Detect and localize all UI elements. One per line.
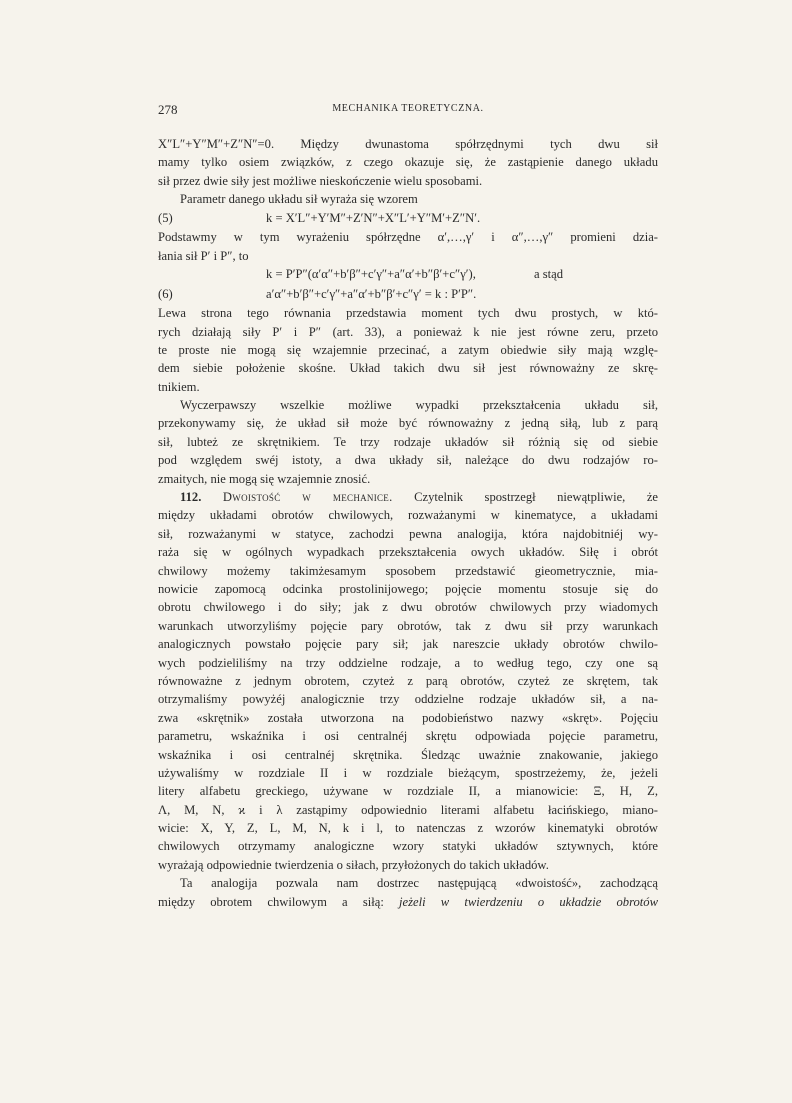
text-line: otrzymaliśmy powyżéj analogicznie trzy oddzielne rodzaje układów sił, a na- bbox=[158, 692, 658, 707]
equation-body: a′α″+b′β″+c′γ″+a″α′+b″β′+c″γ′ = k : P′P″. bbox=[266, 286, 477, 301]
text-line: Podstawmy w tym wyrażeniu spółrzędne α′,…,γ′ i α″,…,γ″ promieni dzia- bbox=[158, 230, 658, 245]
text-line: przekonywamy się, że układ sił może być równoważny z jedną siłą, lub z parą bbox=[158, 416, 658, 431]
text-line: równoważne z jednym obrotem, czyteż z parą obrotów, czyteż ze skrętem, tak bbox=[158, 673, 658, 688]
text-line: łania sił P′ i P″, to bbox=[158, 248, 249, 263]
equation-6 bbox=[158, 285, 658, 305]
text-line: używaliśmy w rozdziale II i w rozdziale bieżącym, spostrzeżemy, że, jeżeli bbox=[158, 765, 658, 780]
section-heading-line bbox=[158, 488, 658, 506]
text-line: X″L″+Y″M″+Z″N″=0. Między dwunastoma spółrzędnymi tych dwu sił bbox=[158, 137, 658, 151]
text-line: mamy tylko osiem związków, z czego okazuje się, że zastąpienie danego układu bbox=[158, 155, 658, 170]
section-first-text: Czytelnik spostrzegł niewątpliwie, że bbox=[414, 490, 658, 505]
equation-tail: a stąd bbox=[534, 266, 564, 281]
text-line: zmaitych, nie mogą się wzajemnie znosić. bbox=[158, 471, 371, 486]
text-line: zwa «skrętnik» została utworzona na podobieństwo nazwy «skręt». Pojęciu bbox=[158, 710, 658, 725]
text-line: sił, lubteż ze skrętnikiem. Te trzy rodzaje układów sił różnią się od siebie bbox=[158, 434, 658, 449]
page-number: 278 bbox=[158, 102, 178, 117]
text-line: chwilowych otrzymamy analogiczne wzory statyki układów sztywnych, które bbox=[158, 839, 658, 854]
final-line bbox=[158, 893, 658, 911]
text-line: Wyczerpawszy wszelkie możliwe wypadki przekształcenia układu sił, bbox=[180, 398, 658, 413]
section-title: Dwoistość w mechanice. bbox=[222, 490, 393, 505]
equation-body: k = P′P″(α′α″+b′β″+c′γ″+a″α′+b″β′+c″γ′), bbox=[266, 266, 476, 281]
equation-body: k = X′L″+Y′M″+Z′N″+X″L′+Y″M′+Z″N′. bbox=[266, 210, 481, 225]
text-line: Lewa strona tego równania przedstawia moment tych dwu prostych, w któ- bbox=[158, 306, 658, 321]
final-line-italic: jeżeli w twierdzeniu o układzie obrotów bbox=[399, 894, 658, 909]
text-line: chwilowy możemy takimżesamym sposobem przedstawić gieometrycznie, mia- bbox=[158, 563, 658, 578]
equation-5 bbox=[158, 209, 658, 229]
text-line: raża się w ogólnych wypadkach przekształcenia owych układów. Siłę i obrót bbox=[158, 545, 658, 560]
final-line-plain: między obrotem chwilowym a siłą: bbox=[158, 894, 384, 909]
text-line: dem siebie położenie skośne. Układ takich dwu sił jest równoważny ze skrę- bbox=[158, 361, 658, 376]
text-line: Parametr danego układu sił wyraża się wzorem bbox=[180, 192, 418, 207]
text-line: wyrażają odpowiednie twierdzenia o siłach, przyłożonych do takich układów. bbox=[158, 857, 549, 872]
text-line: wskaźnika i osi centralnéj skrętnika. Śledząc uważnie znakowanie, jakiego bbox=[158, 747, 658, 762]
text-line: warunkach utworzyliśmy pojęcie pary obrotów, tak z dwu sił przy warunkach bbox=[158, 618, 658, 633]
text-line: Λ, M, N, ϰ i λ zastąpimy odpowiednio literami alfabetu łacińskiego, miano- bbox=[158, 802, 658, 817]
text-line: pod względem swéj istoty, a dwa układy sił, należące do dwu rodzajów ro- bbox=[158, 453, 658, 468]
text-line: wicie: X, Y, Z, L, M, N, k i l, to natenczas z wzorów kinematyki obrotów bbox=[158, 821, 658, 836]
running-head: MECHANIKA TEORETYCZNA. bbox=[332, 103, 484, 114]
text-line: sił, rozważanymi w statyce, zachodzi pewna analogija, która najdobitniéj wy- bbox=[158, 526, 658, 541]
text-line: Ta analogija pozwala nam dostrzec następującą «dwoistość», zachodzącą bbox=[180, 876, 658, 891]
text-line: litery alfabetu greckiego, używane w rozdziale II, a mianowicie: Ξ, H, Z, bbox=[158, 784, 658, 799]
text-line: analogicznych powstało pojęcie pary sił; jak nareszcie układy obrotów chwilo- bbox=[158, 637, 658, 652]
text-line: rych działają siły P′ i P″ (art. 33), a ponieważ k nie jest równe zeru, przeto bbox=[158, 324, 658, 339]
text-line: wych podzieliliśmy na trzy oddzielne rodzaje, a to według tego, czy one są bbox=[158, 655, 658, 670]
page-header bbox=[158, 102, 658, 118]
equation-number: (6) bbox=[158, 286, 173, 301]
text-line: te proste nie mogą się wzajemnie przecinać, a zatym obiedwie siły mają wzglę- bbox=[158, 342, 658, 357]
equation-number: (5) bbox=[158, 210, 173, 225]
equation-6-first bbox=[158, 265, 658, 285]
text-line: tnikiem. bbox=[158, 379, 200, 394]
section-number: 112. bbox=[180, 490, 202, 505]
text-line: sił przez dwie siły jest możliwe nieskończenie wielu sposobami. bbox=[158, 173, 483, 188]
text-line: nowicie zapomocą odcinka prostolinijowego; pojęcie momentu stosuje się do bbox=[158, 581, 658, 596]
text-line: parametru, wskaźnika i osi centralnéj skrętu odpowiada pojęcie parametru, bbox=[158, 729, 658, 744]
body-text bbox=[158, 135, 658, 911]
text-line: między układami obrotów chwilowych, rozważanymi w kinematyce, a układami bbox=[158, 508, 658, 523]
text-line: obrotu chwilowego i do siły; jak z dwu obrotów chwilowych przy wiadomych bbox=[158, 600, 658, 615]
